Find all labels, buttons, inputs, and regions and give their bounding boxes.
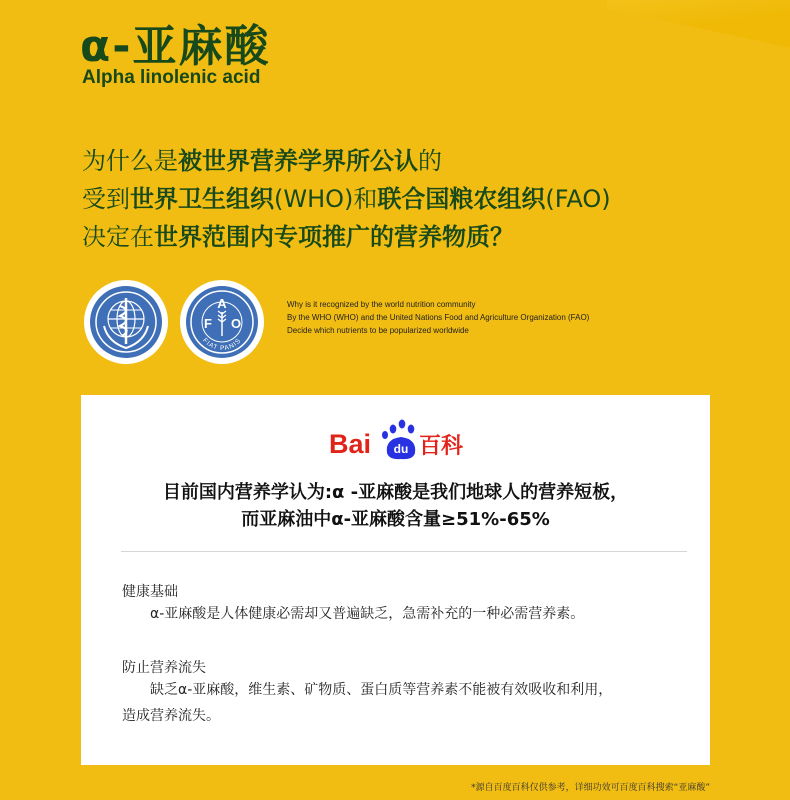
question-line1-segment-0: 为什么是 bbox=[82, 147, 178, 175]
question-block bbox=[82, 142, 722, 256]
question-line2-segment-4: (FAO) bbox=[545, 185, 611, 213]
question-line3-segment-0: 决定在 bbox=[82, 223, 154, 251]
question-line2-segment-1: 世界卫生组织 bbox=[130, 185, 274, 213]
who-emblem-icon bbox=[90, 286, 162, 358]
fao-emblem-icon bbox=[186, 286, 258, 358]
section-nutrition-title: 防止营养流失 bbox=[122, 660, 206, 676]
logo-du-text: du bbox=[393, 442, 409, 456]
footnote: *源自百度百科仅供参考，详细功效可百度百科搜索“亚麻酸” bbox=[471, 783, 710, 793]
fao-ring-text: FIAT PANIS bbox=[201, 337, 243, 353]
question-line-2 bbox=[82, 180, 722, 218]
english-description bbox=[287, 298, 707, 337]
question-line1-segment-1: 被世界营养学界所公认 bbox=[178, 147, 418, 175]
section-nutrition-body-line-2: 造成营养流失。 bbox=[122, 708, 220, 724]
logo-bai-text: Bai bbox=[329, 429, 372, 459]
decorative-corner-shape bbox=[606, 0, 790, 50]
question-line2-segment-3: 联合国粮农组织 bbox=[377, 185, 546, 213]
svg-text:A: A bbox=[217, 296, 227, 311]
section-health-body: α-亚麻酸是人体健康必需却又普遍缺乏，急需补充的一种必需营养素。 bbox=[150, 606, 585, 622]
card-headline-line-2: 而亚麻油中α-亚麻酸含量≥51%-65% bbox=[241, 509, 550, 530]
card-divider bbox=[121, 551, 687, 552]
section-health-title: 健康基础 bbox=[122, 584, 178, 600]
english-description-line: Why is it recognized by the world nutrition community bbox=[287, 300, 476, 309]
svg-text:F: F bbox=[204, 316, 212, 331]
question-line-3 bbox=[82, 218, 722, 256]
card-headline bbox=[81, 479, 710, 533]
question-line2-segment-0: 受到 bbox=[82, 185, 130, 213]
card-headline-line-1: 目前国内营养学认为:α -亚麻酸是我们地球人的营养短板， bbox=[162, 482, 629, 503]
baidu-baike-logo bbox=[329, 415, 469, 463]
english-description-line: Decide which nutrients to be popularized worldwide bbox=[287, 326, 469, 335]
baidu-baike-card bbox=[81, 395, 710, 765]
question-line1-segment-2: 的 bbox=[418, 147, 442, 175]
section-nutrition-body-line-1: 缺乏α-亚麻酸，维生素、矿物质、蛋白质等营养素不能被有效吸收和利用， bbox=[150, 682, 613, 698]
who-emblem bbox=[84, 280, 168, 364]
logo-baike-text: 百科 bbox=[419, 434, 464, 459]
question-line2-segment-2: (WHO)和 bbox=[274, 185, 378, 213]
question-line3-segment-1: 世界范围内专项推广的营养物质？ bbox=[154, 223, 514, 251]
fao-emblem bbox=[180, 280, 264, 364]
page-title: α-亚麻酸 bbox=[80, 21, 271, 72]
question-line-1 bbox=[82, 142, 722, 180]
english-description-line: By the WHO (WHO) and the United Nations Food and Agriculture Organization (FAO) bbox=[287, 313, 590, 322]
page-subtitle: Alpha linolenic acid bbox=[82, 67, 261, 88]
section-nutrition-body bbox=[122, 677, 682, 729]
svg-text:O: O bbox=[230, 316, 242, 331]
